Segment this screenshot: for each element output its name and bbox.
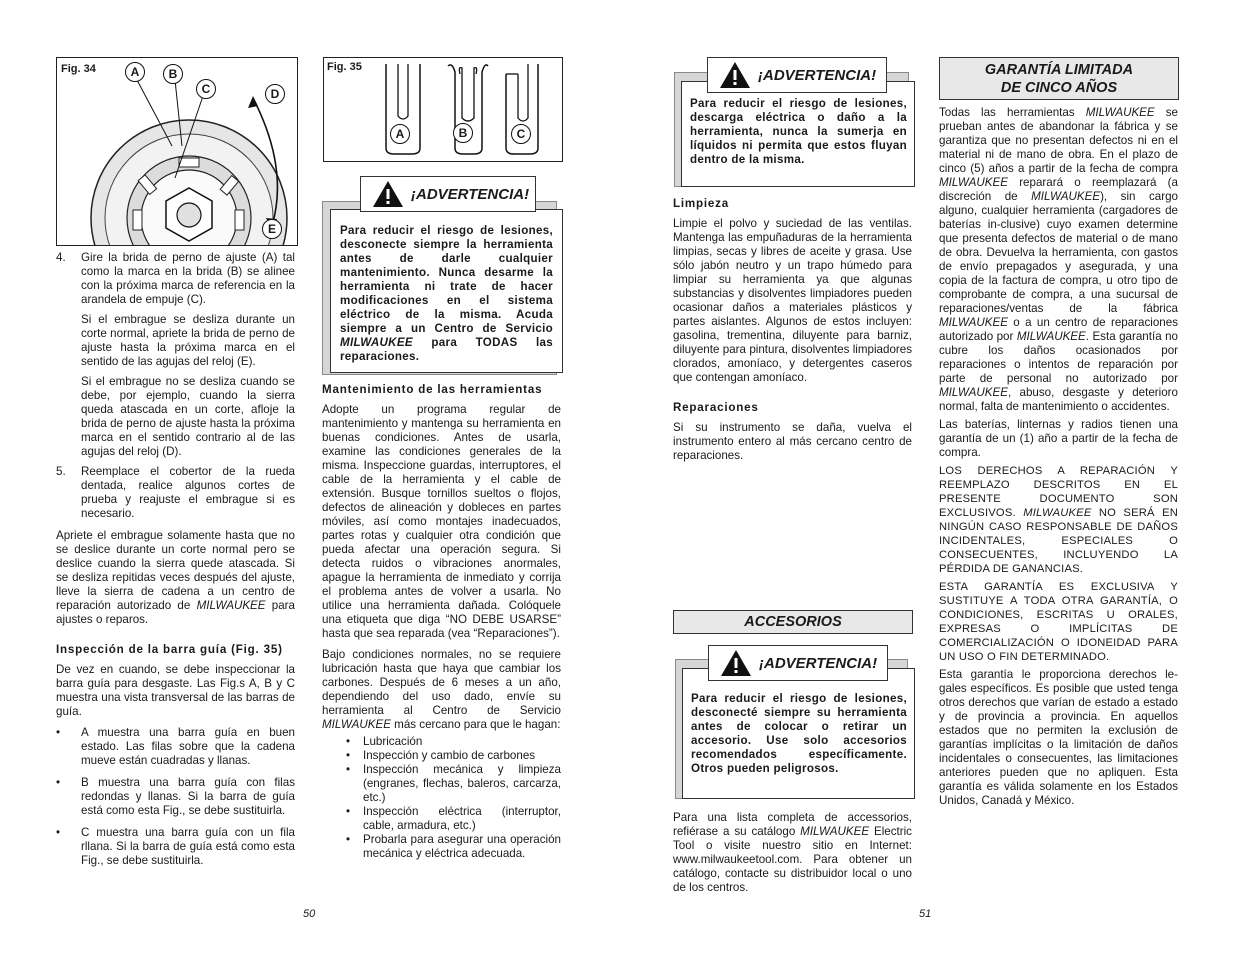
reparaciones-paragraph: Si su instrumento se daña, vuelva el instrumento entero al más cercano centro de reparaciones. xyxy=(673,421,912,462)
list-item: • Probarla para asegurar una operación mecánica y eléctrica adecuada. xyxy=(346,833,561,860)
clutch-disc-illustration xyxy=(57,58,297,245)
warning-box-liquids xyxy=(674,57,915,187)
page-number-50: 50 xyxy=(303,908,316,920)
page51-column2 xyxy=(939,106,1178,815)
list-item: • Inspección mecánica y limpieza (engranes, flechas, baleros, carcarza, etc.) xyxy=(346,763,561,804)
warning-icon xyxy=(718,60,752,90)
garantia-title-line2: DE CINCO AÑOS xyxy=(1000,80,1118,96)
limpieza-paragraph: Limpie el polvo y suciedad de las ventilas. Mantenga las empuñaduras de la herramienta limpias, secas y libres de aceite y grasa. Use sólo jabón neutro y un trapo húmedo para limpiar su herramienta ya que algunas substancias y disolventes limpiadores pueden ocasionar daños a materiales plásticos y partes aislantes. Algunos de estos incluyen: gasolina, trementina, diluyente para barniz, diluyente para pintura, disolventes limpiadores clorados, amoníaco, y detergentes caseros que contengan amoníaco. xyxy=(673,217,912,384)
callout-d: D xyxy=(265,84,285,104)
callout-b: B xyxy=(453,123,473,143)
step-4-note-2: Si el embrague no se desliza cuando se debe, por ejemplo, cuando la sierra queda atascada en un corte, afloje la brida de perno de ajuste hasta la próxima marca en el sentido contrario al de las agujas del reloj (D). xyxy=(81,375,295,458)
page50-column2 xyxy=(322,383,561,861)
page51-column1-lower xyxy=(673,811,912,902)
warning-title: ¡ADVERTENCIA! xyxy=(759,654,878,672)
accesorios-heading: ACCESORIOS xyxy=(673,610,913,634)
clutch-adjust-paragraph: Apriete el embrague solamente hasta que no se deslice durante un corte normal pero se deslice cuando la sierra quede atascada. Si se desliza repitidas veces después del ajuste, lleve la sierra de cadena a un centro de reparación autorizado de MILWAUKEE para ajustes o reparos. xyxy=(56,529,295,626)
figure-34 xyxy=(56,57,298,246)
page51-column1-upper xyxy=(673,197,912,470)
figure-35-label: Fig. 35 xyxy=(327,61,362,73)
warning-text: Para reducir el riesgo de lesiones, desconecté siempre su herramienta antes de colocar o retirar un accesorio. Use solo accesorios recomendados específicamente. Otros pueden peligrosos. xyxy=(682,668,915,799)
warning-header xyxy=(708,645,888,681)
heading-inspeccion-barra: Inspección de la barra guía (Fig. 35) xyxy=(56,643,283,656)
accesorios-paragraph: Para una lista completa de accessorios, refiérase a su catálogo MILWAUKEE Electric Tool o visite nuestro sitio en Internet: www.milwaukeetool.com. Para obtener un catálogo, contacte su distribuidor local o uno de los centros. xyxy=(673,811,912,894)
list-item: • Lubricación xyxy=(346,735,423,748)
warning-title: ¡ADVERTENCIA! xyxy=(758,66,877,84)
callout-a: A xyxy=(125,62,145,82)
list-item: • B muestra una barra guía con filas redondas y llanas. Si la barra de guía está como esta Fig., se debe sustituirla. xyxy=(56,776,295,817)
garantia-paragraph-4: ESTA GARANTÍA ES EXCLUSIVA Y SUSTITUYE A TODA OTRA GARANTÍA, O CONDICIONES, ESCRITAS U ORALES, EXPRESAS O IMPLÍCITAS DE COMERCIALIZACIÓN O IDONEIDAD PARA UN USO O FIN DETERMINADO. xyxy=(939,581,1178,663)
warning-text: Para reducir el riesgo de lesiones, descarga eléctrica o daño a la herramienta, nunca la sumerja en líquidos ni permita que estos fluyan dentro de la misma. xyxy=(681,81,915,187)
warning-box-maintenance xyxy=(322,176,563,374)
callout-e: E xyxy=(262,219,282,239)
step-4: 4. Gire la brida de perno de ajuste (A) tal como la marca en la brida (B) se alinee con la próxima marca de referencia en la arandela de empuje (C). xyxy=(56,251,295,306)
garantia-title-line1: GARANTÍA LIMITADA xyxy=(984,62,1134,78)
warning-title: ¡ADVERTENCIA! xyxy=(411,185,530,203)
garantia-heading xyxy=(939,57,1179,100)
list-item: • Inspección eléctrica (interruptor, cable, armadura, etc.) xyxy=(346,805,561,832)
figure-34-label: Fig. 34 xyxy=(61,63,96,75)
callout-a: A xyxy=(390,124,410,144)
page-number-51: 51 xyxy=(919,908,932,920)
heading-limpieza: Limpieza xyxy=(673,197,730,210)
warning-box-accessories xyxy=(675,645,915,801)
guide-bar-profiles-illustration xyxy=(324,58,562,161)
warning-icon xyxy=(371,179,405,209)
heading-reparaciones: Reparaciones xyxy=(673,401,759,414)
callout-b: B xyxy=(163,64,183,84)
callout-c: C xyxy=(511,124,531,144)
list-item: • C muestra una barra guía con un fila rllana. Si la barra de guía está como esta Fig., se debe sustituirla. xyxy=(56,826,295,867)
garantia-paragraph-1: Todas las herramientas MILWAUKEE se prueban antes de abandonar la fábrica y se garantiza que no presentan defectos ni en el material ni de mano de obra. En el plazo de cinco (5) años a partir de la fecha de compra MILWAUKEE reparará o reemplazará (a discreción de MILWAUKEE), sin cargo alguno, cualquier herramienta (cargadores de baterías in-clusive) cuyo examen determine que presenta defectos de material o de mano de obra. Devuelva la herramienta, con gastos de envío prepagados y asegurada, y una copia de la factura de compra, u otro tipo de comprobante de compra, a una sucursal de reparaciones/ventas de la fábrica MILWAUKEE o a un centro de reparaciones autorizado por MILWAUKEE. Esta garantía no cubre los daños ocasionados por reparaciones o intentos de reparación por parte de personal no autorizado por MILWAUKEE, abuso, desgaste y deterioro normal, falta de mantenimiento o accidentes. xyxy=(939,106,1178,413)
garantia-paragraph-5: Esta garantía le proporciona derechos le-gales específicos. Es posible que usted tenga otros derechos que varían de estado a estado y de provincia a provincia. En aquellos estados que no permiten la exclusión de garantías implícitas o la limitación de daños incidentales o consecuentes, las limitaciones anteriores pueden que no apliquen. Esta garantía es válida solamente en los Estados Unidos, Canadá y México. xyxy=(939,668,1178,807)
warning-header xyxy=(360,176,536,212)
heading-mantenimiento: Mantenimiento de las herramientas xyxy=(322,383,543,396)
figure-35 xyxy=(323,57,563,162)
warning-header xyxy=(707,57,887,93)
inspeccion-paragraph: De vez en cuando, se debe inspeccionar la barra guía para desgaste. Las Fig.s A, B y C muestra una vista transversal de las barras de guía. xyxy=(56,663,295,718)
garantia-paragraph-3: LOS DERECHOS A REPARACIÓN Y REEMPLAZO DESCRITOS EN EL PRESENTE DOCUMENTO SON EXCLUSIVOS. MILWAUKEE NO SERÁ EN NINGÚN CASO RESPONSABLE DE DAÑOS INCIDENTALES, ESPECIALES O CONSECUENTES, INCLUYENDO LA PÉRDIDA DE GANANCIAS. xyxy=(939,465,1179,575)
lubricacion-paragraph: Bajo condiciones normales, no se requiere lubricación hasta que haya que cambiar los carbones. Después de 6 meses a un año, dependiendo del uso dado, envíe su herramienta al Centro de Servicio MILWAUKEE más cercano para que le hagan: xyxy=(322,648,561,731)
warning-text: Para reducir el riesgo de lesiones, desconecte siempre la herramienta antes de darle cualquier mantenimiento. Nunca desarme la herramienta ni trate de hacer modificaciones en el sistema eléctrico de la misma. Acuda siempre a un Centro de Servicio MILWAUKEE para TODAS las reparaciones. xyxy=(330,209,563,373)
step-4-note-1: Si el embrague se desliza durante un corte normal, apriete la brida de perno de ajuste hasta la próxima marca en el sentido de las agujas del reloj (E). xyxy=(81,313,295,368)
step-5: 5. Reemplace el cobertor de la rueda dentada, realice algunos cortes de prueba y reajuste el embrague si es necesario. xyxy=(56,465,295,520)
page50-column1 xyxy=(56,251,295,876)
callout-c: C xyxy=(196,79,216,99)
garantia-paragraph-2: Las baterías, linternas y radios tienen una garantía de un (1) año a partir de la fecha de compra. xyxy=(939,418,1178,459)
list-item: • Inspección y cambio de carbones xyxy=(346,749,536,762)
warning-icon xyxy=(719,648,753,678)
mantenimiento-paragraph: Adopte un programa regular de mantenimiento y mantenga su herramienta en buenas condiciones. Antes de usarla, examine las condiciones generales de la misma. Inspeccione guardas, interruptores, el cable de la herramienta y el cable de extensión. Busque tornillos sueltos o flojos, defectos de alineación y dobleces en partes móviles, así como montajes inadecuados, partes rotas y cualquier otra condición que pueda afectar una operación segura. Si detecta ruidos o vibraciones anormales, apague la herramienta de inmediato y corrija el problema antes de volver a usarla. No utilice una herramienta dañada. Colóquele una etiqueta que diga “NO DEBE USARSE” hasta que sea reparada (vea “Reparaciones”). xyxy=(322,403,561,640)
list-item: • A muestra una barra guía en buen estado. Las filas sobre que la cadena mueve están cuadradas y llanas. xyxy=(56,726,295,767)
